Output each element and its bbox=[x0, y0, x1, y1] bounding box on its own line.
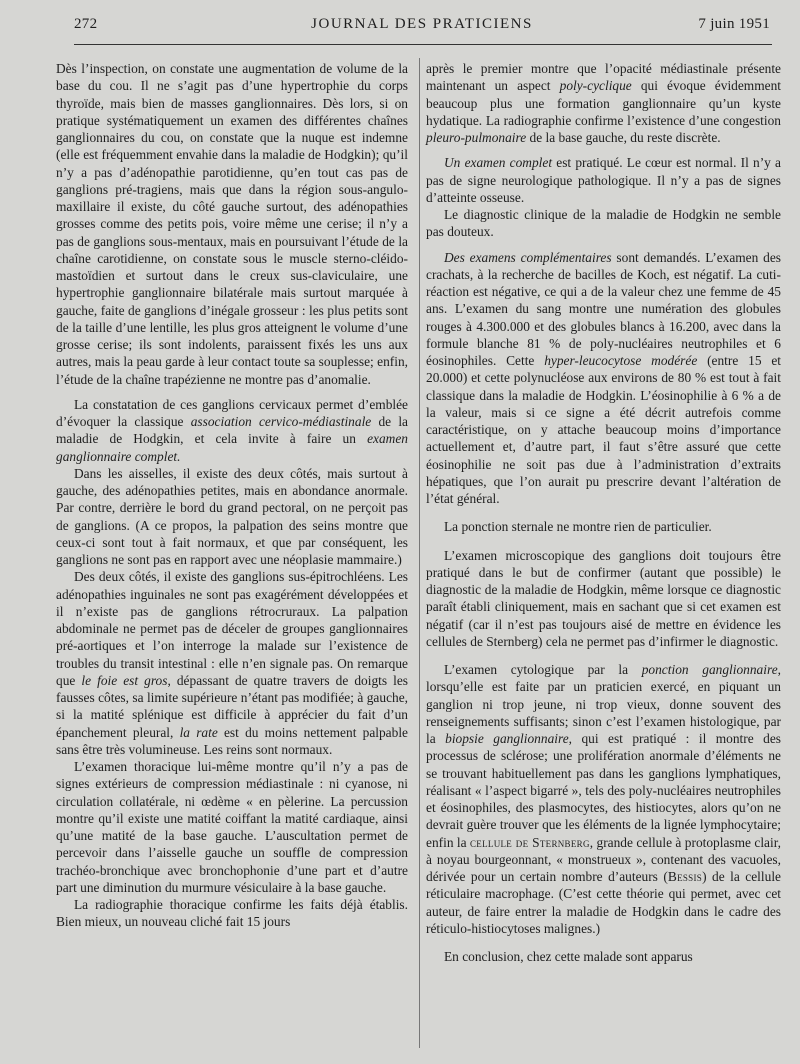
journal-title: JOURNAL DES PRATICIENS bbox=[311, 16, 533, 32]
paragraph: Des examens complémentaires sont demandés. L’examen des crachats, à la recherche de bacilles de Koch, est négatif. La cuti-réaction est négative, ce qui a de la valeur chez une femme de 45 ans. L’examen du sang montre une numération des globules rouges à 4.300.000 et des globules blancs à 16.200, avec dans la formule blanche 81 % de poly-nucléaires neutrophiles et 6 éosinophiles. Cette hyper-leucocytose modérée (entre 15 et 20.000) et cette polynucléose aux environs de 80 % est tout à fait classique dans la maladie de Hodgkin. L’éosinophilie à 6 % a de la valeur, mais si ce signe a été décrit autrefois comme caractéristique, on y attache beaucoup moins d’importance actuellement et, d’autre part, il faut s’être assuré que cette éosinophilie ne soit pas due à l’administration d’extraits hépatiques, que l’on aurait pu prescrire devant l’altération de l’état général. bbox=[426, 249, 782, 506]
right-column bbox=[426, 60, 781, 965]
paragraph: La constatation de ces ganglions cervicaux permet d’emblée d’évoquer la classique association cervico-médiastinale de la maladie de Hodgkin, et cela invite à faire un examen ganglionnaire complet. bbox=[56, 396, 409, 464]
header-rule bbox=[74, 44, 772, 45]
left-column bbox=[56, 60, 408, 931]
paragraph: Des deux côtés, il existe des ganglions sus-épitrochléens. Les adénopathies inguinales ne sont pas exagérément développées et il n’existe pas de ganglions rétrocruraux. La palpation abdominale ne permet pas de déceler de groupes ganglionnaires pré-aortiques et l’on interroge la malade sur l’existence de troubles du transit intestinal : elle n’en signale pas. On remarque que le foie est gros, dépassant de quatre travers de doigts les fausses côtes, sa limite supérieure n’étant pas modifiée; à gauche, si la matité splénique est difficile à apprécier du fait d’un épanchement pleural, la rate est du moins nettement palpable sans être très volumineuse. Les reins sont normaux. bbox=[56, 569, 408, 757]
paragraph: après le premier montre que l’opacité médiastinale présente maintenant un aspect poly-cyclique qui évoque évidemment beaucoup plus une formation ganglionnaire qu’un kyste hydatique. La radiographie confirme l’existence d’une congestion pleuro-pulmonaire de la base gauche, du reste discrète. bbox=[426, 61, 781, 145]
column-divider bbox=[419, 58, 420, 1048]
paragraph: En conclusion, chez cette malade sont apparus bbox=[444, 949, 693, 964]
paragraph: La radiographie thoracique confirme les faits déjà établis. Bien mieux, un nouveau cliché fait 15 jours bbox=[56, 897, 408, 930]
paragraph: L’examen cytologique par la ponction ganglionnaire, lorsqu’elle est faite par un praticien exercé, en piquant un ganglion ni trop jeune, ni trop vieux, donne souvent des renseignements suffisants; sinon c’est l’examen histologique, par la biopsie ganglionnaire, qui est pratiqué : il montre des processus de sclérose; une prolifération anormale d’éléments ne se trouvant habituellement pas dans les ganglions lymphatiques, réalisant « l’aspect bigarré », tels des poly-nucléaires neutrophiles et éosinophiles, des plasmocytes, des histiocytes, alors qu’on ne devrait guère trouver que les éléments de la lignée lymphocytaire; enfin la cellule de Sternberg, grande cellule à protoplasme clair, à noyau bourgeonnant, « monstrueux », contenant des vacuoles, dérivée pour un certain nombre d’auteurs (Bessis) de la cellule réticulaire macrophage. (C’est cette théorie qui permet, avec cet auteur, de faire entrer la maladie de Hodgkin dans le cadre des réticulo-histiocytoses malignes.) bbox=[426, 662, 781, 936]
paragraph: L’examen thoracique lui-même montre qu’il n’y a pas de signes extérieurs de compression médiastinale : ni cyanose, ni circulation collatérale, ni œdème « en pèlerine. La percussion montre qu’il existe une matité coiffant la matité cardiaque, ainsi qu’une matité de la base gauche. L’auscultation permet de percevoir dans l’aisselle gauche un souffle de compression trachéo-bronchique avec bronchophonie d’une part et d’autre part une diminution du murmure vésiculaire à la base gauche. bbox=[56, 759, 408, 895]
page-number: 272 bbox=[74, 16, 98, 32]
paragraph: L’examen microscopique des ganglions doit toujours être pratiqué dans le but de confirmer (autant que possible) le diagnostic de la maladie de Hodgkin, même lorsque ce diagnostic paraît établi cliniquement, mais en sachant que si cet examen est négatif (car il n’est pas toujours aisé de mettre en évidence les cellules de Sternberg) cela ne permet pas d’infirmer le diagnostic. bbox=[426, 547, 781, 649]
paragraph: Dès l’inspection, on constate une augmentation de volume de la base du cou. Il ne s’agit pas d’une hypertrophie du corps thyroïde, mais bien de masses ganglionnaires. Dès lors, si on pratique systématiquement un examen des différentes chaînes ganglionnaires du cou, on constate que la nuque est indemne (elle est fréquemment envahie dans la maladie de Hodgkin); qu’il n’y a pas d’adénopathie parotidienne, qu’en tout cas pas de ganglions pré-tragiens, mais que dans la région sous-angulo-maxillaire il existe, du côté gauche surtout, des adénopathies grosses comme des petits pois, voire même une cerise; il n’y a pas de ganglions sous-mentaux, mais en poursuivant l’étude de la chaîne carotidienne, on constate sous le muscle sterno-cléido-mastoïdien et surtout dans le creux sus-claviculaire, une hypertrophie ganglionnaire bilatérale mais surtout marquée à gauche, faite de ganglions d’inégale grosseur : les plus petits sont de la taille d’une lentille, les plus gros atteignent le volume d’une grosse cerise; ils sont indolents, paraissent fixés les uns aux autres, mais la peau garde à leur contact toute sa souplesse; enfin, l’étude de la chaîne trapézienne ne montre pas d’anomalie. bbox=[56, 61, 408, 387]
paragraph: Un examen complet est pratiqué. Le cœur est normal. Il n’y a pas de signe neurologique pathologique. Il n’y a pas de signes d’atteinte osseuse. bbox=[426, 155, 781, 205]
paragraph: Dans les aisselles, il existe des deux côtés, mais surtout à gauche, des adénopathies petites, mais en abondance anormale. Par contre, derrière le bord du grand pectoral, on ne perçoit pas de ganglions. (A ce propos, la palpation des seins montre que ceux-ci sont tout à fait normaux, et que par conséquent, les ganglions ne sont pas en rapport avec une néoplasie mammaire.) bbox=[56, 465, 408, 567]
paragraph: La ponction sternale ne montre rien de particulier. bbox=[444, 519, 712, 535]
paragraph: Le diagnostic clinique de la maladie de Hodgkin ne semble pas douteux. bbox=[426, 207, 781, 240]
running-header bbox=[74, 16, 770, 38]
issue-date: 7 juin 1951 bbox=[698, 16, 770, 32]
